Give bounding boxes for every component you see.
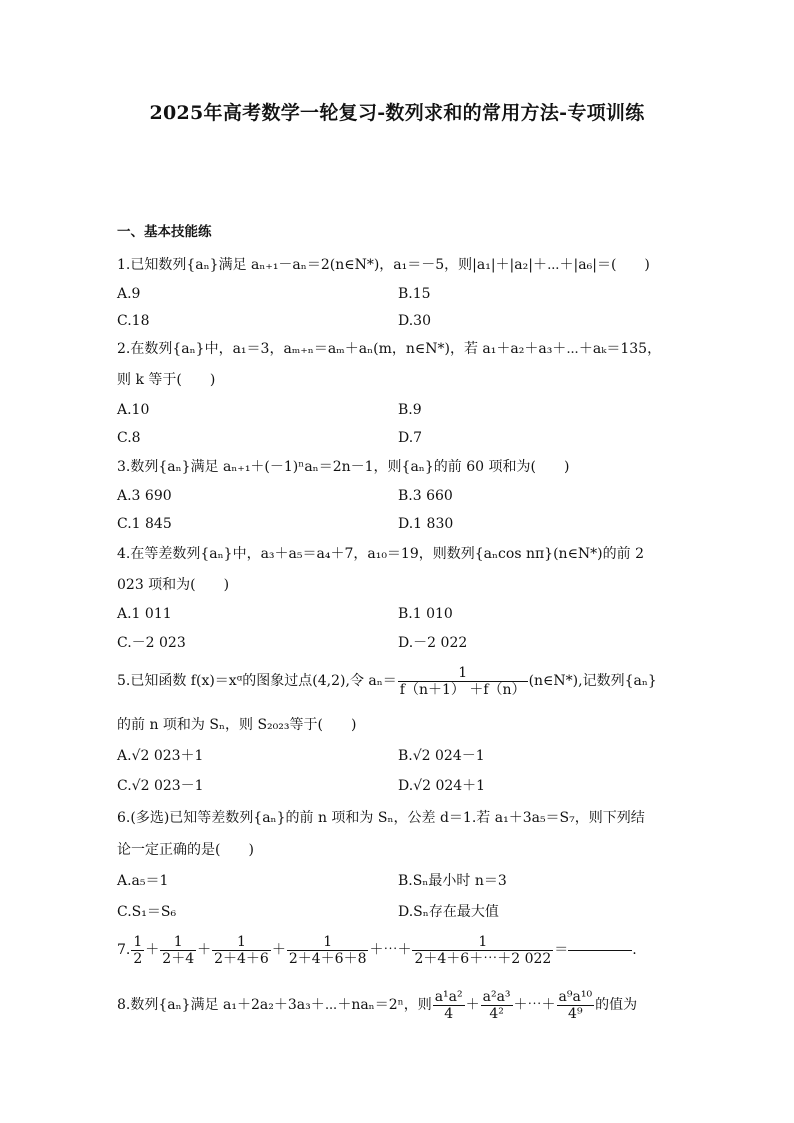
q7-term-2-num: 1 — [173, 933, 183, 950]
q2-stem-line2: 则 k 等于( ) — [117, 372, 216, 388]
q7-term-1-den: 2 — [133, 950, 143, 967]
q7-answer-blank — [568, 950, 632, 951]
q6-option-d: D.Sₙ存在最大值 — [398, 904, 499, 920]
q8-frac-2 — [481, 989, 513, 1022]
q5-fraction-denominator: f（n＋1） ＋f（n） — [399, 681, 526, 698]
section-heading: 一、基本技能练 — [117, 224, 212, 240]
document-title: 2025年高考数学一轮复习-数列求和的常用方法-专项训练 — [149, 102, 645, 124]
q7-term-2 — [160, 934, 196, 967]
q8-stem-prefix: 8.数列{aₙ}满足 a₁＋2a₂＋3a₃＋⋯＋naₙ＝2ⁿ，则 — [117, 997, 432, 1013]
q3-option-d: D.1 830 — [398, 516, 454, 532]
q8-frac-1 — [433, 989, 465, 1022]
q7-term-last-den: 2＋4＋6＋⋯＋2 022 — [414, 950, 552, 967]
q7-term-1 — [131, 934, 144, 967]
q1-option-d: D.30 — [398, 313, 431, 329]
q4-stem-line1: 4.在等差数列{aₙ}中，a₃＋a₅＝a₄＋7，a₁₀＝19，则数列{aₙcos nπ}(n∈N*)的前 2 — [117, 546, 644, 562]
q8-frac-3-num: a⁹a¹⁰ — [558, 988, 593, 1005]
q7-term-4-num: 1 — [323, 933, 333, 950]
q5-option-b: B.√2 024－1 — [398, 748, 485, 764]
q2-option-c: C.8 — [117, 430, 141, 446]
q3-stem: 3.数列{aₙ}满足 aₙ₊₁＋(－1)ⁿaₙ＝2n－1，则{aₙ}的前 60 项和为( ) — [117, 459, 570, 475]
q3-option-a: A.3 690 — [117, 488, 172, 504]
q5-stem-prefix: 5.已知函数 f(x)＝xᵅ的图象过点(4,2),令 aₙ＝ — [117, 673, 397, 689]
q4-option-c: C.－2 023 — [117, 635, 186, 651]
q8-middle: ＋⋯＋ — [513, 997, 556, 1013]
q1-option-a: A.9 — [117, 286, 141, 302]
q7-term-3-den: 2＋4＋6 — [214, 950, 269, 967]
q2-option-a: A.10 — [117, 402, 150, 418]
q8-stem-suffix: 的值为 — [595, 997, 638, 1013]
q3-option-b: B.3 660 — [398, 488, 453, 504]
q5-option-c: C.√2 023－1 — [117, 778, 204, 794]
q7-equals: ＝ — [554, 942, 569, 958]
q5-fraction-numerator: 1 — [458, 664, 468, 681]
q7-term-3-num: 1 — [237, 933, 246, 950]
q5-stem-suffix: (n∈N*),记数列{aₙ} — [528, 673, 657, 689]
q6-stem-line2: 论一定正确的是( ) — [117, 842, 254, 858]
q4-stem-line2: 023 项和为( ) — [117, 577, 230, 593]
q8-stem: 8.数列{aₙ}满足 a₁＋2a₂＋3a₃＋⋯＋naₙ＝2ⁿ，则 $\frac{\text{a¹a²}}{4}$ ＋ $\frac{\text{a²a³}}{\text{4²}}$ ＋⋯＋ $\frac{\text{a⁹a¹⁰}}{\text{4⁹}}$ 的值为 — [117, 988, 638, 1022]
q7-term-2-den: 2＋4 — [162, 950, 195, 967]
q5-stem-line1 — [117, 664, 657, 698]
q7-term-last — [412, 934, 553, 967]
q7-number: 7. — [117, 942, 131, 958]
q4-option-a: A.1 011 — [117, 606, 172, 622]
q8-frac-3 — [557, 989, 595, 1022]
q8-frac-2-num: a²a³ — [482, 988, 511, 1005]
q5-stem-line2: 的前 n 项和为 Sₙ，则 S₂₀₂₃等于( ) — [117, 717, 357, 733]
q5-fraction — [398, 665, 528, 698]
q7-term-4-den: 2＋4＋6＋8 — [288, 950, 367, 967]
q3-option-c: C.1 845 — [117, 516, 172, 532]
q6-stem-line1: 6.(多选)已知等差数列{aₙ}的前 n 项和为 Sₙ，公差 d＝1.若 a₁＋3a₅＝S₇，则下列结 — [117, 810, 645, 826]
q1-option-b: B.15 — [398, 286, 431, 302]
q2-option-b: B.9 — [398, 402, 422, 418]
q4-option-d: D.－2 022 — [398, 635, 468, 651]
q1-option-c: C.18 — [117, 313, 150, 329]
q6-option-a: A.a₅＝1 — [117, 873, 169, 889]
q6-option-c: C.S₁＝S₆ — [117, 904, 177, 920]
q7-term-3 — [212, 934, 271, 967]
q7-expression: 7. $\frac{1}{2}$ ＋ $\frac{1}{2+4}$ ＋ $\frac{1}{2+4+6}$ ＋ $\frac{1}{2+4+6+8}$ ＋⋯＋ $\frac{1}{2+4+6+\cdots+2 022}$ ＝ . — [117, 933, 637, 967]
q8-frac-3-den: 4⁹ — [557, 1005, 595, 1022]
q7-term-4 — [287, 934, 369, 967]
q2-stem-line1: 2.在数列{aₙ}中，a₁＝3，aₘ₊ₙ＝aₘ＋aₙ(m，n∈N*)，若 a₁＋a₂＋a₃＋⋯＋aₖ＝135， — [117, 341, 662, 357]
q8-frac-2-den: 4² — [481, 1005, 513, 1022]
q8-frac-1-den: 4 — [433, 1005, 465, 1022]
q5-option-a: A.√2 023＋1 — [117, 748, 204, 764]
q8-frac-1-num: a¹a² — [434, 988, 463, 1005]
q7-term-1-num: 1 — [133, 933, 143, 950]
q6-option-b: B.Sₙ最小时 n＝3 — [398, 873, 507, 889]
q2-option-d: D.7 — [398, 430, 423, 446]
q1-stem: 1.已知数列{aₙ}满足 aₙ₊₁－aₙ＝2(n∈N*)，a₁＝－5，则|a₁|＋|a₂|＋⋯＋|a₆|＝( ) — [117, 257, 650, 273]
q5-option-d: D.√2 024＋1 — [398, 778, 486, 794]
q7-term-last-num: 1 — [478, 933, 488, 950]
q7-ellipsis: ＋⋯＋ — [369, 942, 412, 958]
q4-option-b: B.1 010 — [398, 606, 453, 622]
